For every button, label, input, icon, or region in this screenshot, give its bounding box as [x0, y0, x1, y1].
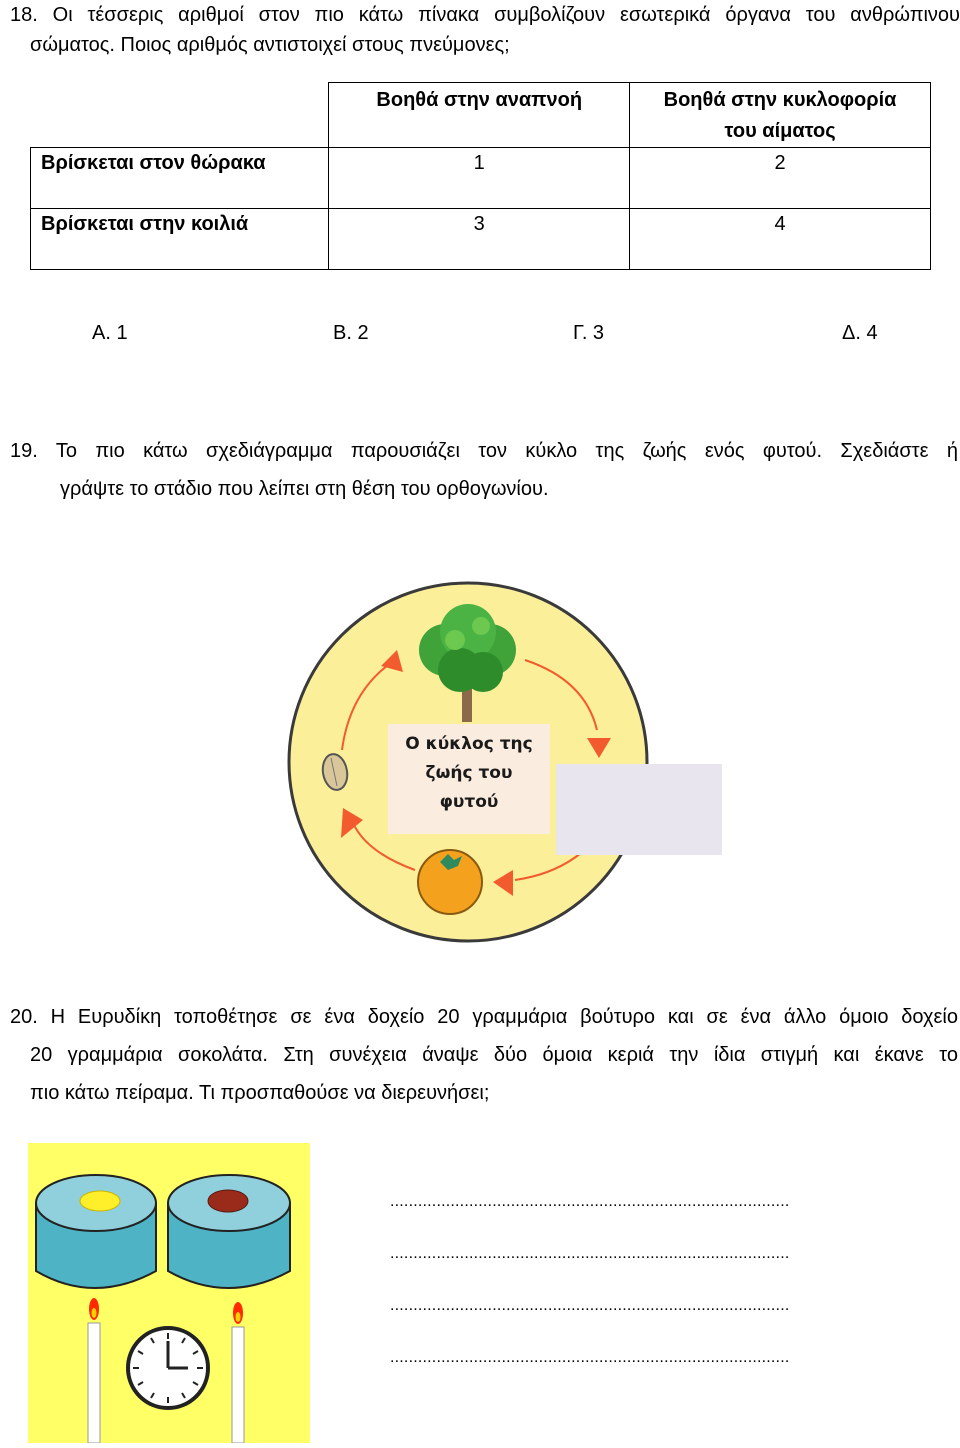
butter-container [36, 1175, 156, 1288]
missing-stage-box[interactable] [556, 764, 722, 855]
question-20-text-line1: 20. Η Ευρυδίκη τοποθέτησε σε ένα δοχείο 20 γραμμάρια βούτυρο και σε ένα άλλο όμοιο δοχείο [10, 1006, 958, 1028]
row-label-abdomen: Βρίσκεται στην κοιλιά [31, 209, 329, 270]
table-cell-1: 1 [329, 148, 630, 209]
question-18-text-line1: 18. Οι τέσσερις αριθμοί στον πιο κάτω πίνακα συμβολίζουν εσωτερικά όργανα του ανθρώπινου [10, 4, 960, 26]
question-18-text-line2: σώματος. Ποιος αριθμός αντιστοιχεί στους πνεύμονες; [30, 34, 510, 56]
table-empty-corner [31, 83, 329, 148]
fruit-icon [418, 850, 482, 914]
question-20-text-line2: 20 γραμμάρια σοκολάτα. Στη συνέχεια άναψε δύο όμοια κεριά την ίδια στιγμή και έκανε το [30, 1044, 958, 1066]
question-19-text-line1: 19. Το πιο κάτω σχεδιάγραμμα παρουσιάζει τον κύκλο της ζωής ενός φυτού. Σχεδιάστε ή [10, 440, 958, 462]
header-circulation: Βοηθά στην κυκλοφορία του αίματος [630, 83, 931, 148]
candle-experiment-illustration [28, 1143, 310, 1443]
table-cell-3: 3 [329, 209, 630, 270]
table-cell-4: 4 [630, 209, 931, 270]
cycle-center-label: Ο κύκλος της ζωής του φυτού [388, 724, 550, 834]
clock-icon [128, 1328, 208, 1408]
question-20-text-line3: πιο κάτω πείραμα. Τι προσπαθούσε να διερευνήσει; [30, 1082, 490, 1104]
organs-table [30, 82, 931, 270]
answer-line-3[interactable]: ...................................................................................... [390, 1297, 790, 1314]
table-cell-2: 2 [630, 148, 931, 209]
chocolate-container [168, 1175, 290, 1288]
chocolate-icon [208, 1190, 248, 1212]
row-label-thorax: Βρίσκεται στον θώρακα [31, 148, 329, 209]
option-a[interactable]: Α. 1 [92, 322, 128, 344]
option-b[interactable]: Β. 2 [333, 322, 369, 344]
answer-line-4[interactable]: ...................................................................................... [390, 1349, 790, 1366]
option-d[interactable]: Δ. 4 [842, 322, 878, 344]
header-breathing: Βοηθά στην αναπνοή [329, 83, 630, 148]
butter-icon [80, 1191, 120, 1211]
option-c[interactable]: Γ. 3 [573, 322, 605, 344]
question-19-text-line2: γράψτε το στάδιο που λείπει στη θέση του ορθογωνίου. [60, 478, 549, 500]
answer-line-1[interactable]: ...................................................................................... [390, 1193, 790, 1210]
answer-line-2[interactable]: ...................................................................................... [390, 1245, 790, 1262]
